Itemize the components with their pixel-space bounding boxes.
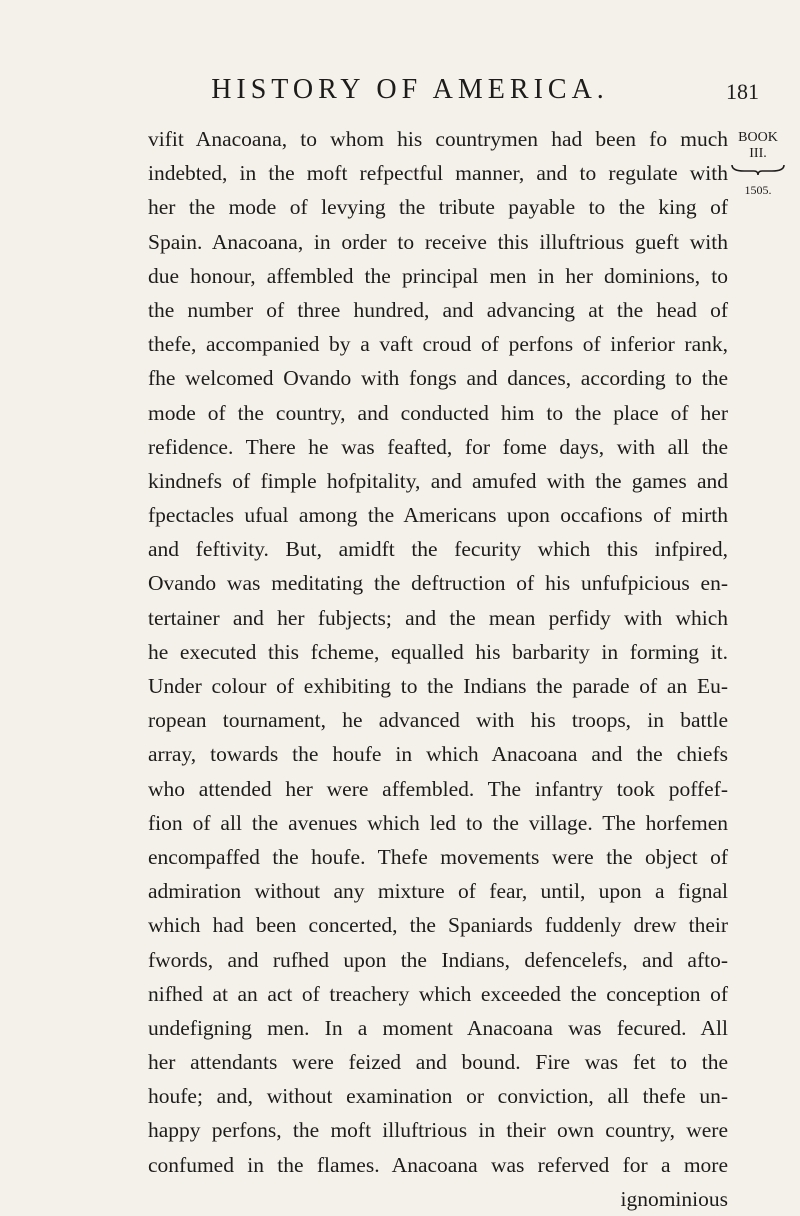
text-line: happy perfons, the moft illuftrious in their own country, were xyxy=(148,1118,728,1143)
text-line: kindnefs of fimple hofpitality, and amufed with the games and xyxy=(148,468,728,493)
text-line: tertainer and her fubjects; and the mean perfidy with which xyxy=(148,605,728,630)
running-title: HISTORY OF AMERICA. xyxy=(211,74,609,105)
text-line: her attendants were feized and bound. Fire was fet to the xyxy=(148,1050,728,1075)
text-line: thefe, accompanied by a vaft croud of perfons of inferior rank, xyxy=(148,332,728,357)
margin-year: 1505. xyxy=(744,183,772,197)
text-line: nifhed at an act of treachery which exceeded the conception of xyxy=(148,981,728,1006)
text-line: and feftivity. But, amidft the fecurity which this infpired, xyxy=(148,537,728,562)
text-line: undefigning men. In a moment Anacoana was fecured. All xyxy=(148,1015,728,1040)
text-line: admiration without any mixture of fear, until, upon a fignal xyxy=(148,879,728,904)
text-line: fhe welcomed Ovando with fongs and dances, according to the xyxy=(148,366,728,391)
catchword: ignominious xyxy=(620,1186,728,1211)
text-line: mode of the country, and conducted him to the place of her xyxy=(148,400,728,425)
text-line: which had been concerted, the Spaniards fuddenly drew their xyxy=(148,913,728,938)
text-line: he executed this fcheme, equalled his barbarity in forming it. xyxy=(148,639,728,664)
page-number: 181 xyxy=(726,79,759,104)
running-head xyxy=(0,70,800,110)
margin-book-label: BOOK xyxy=(738,130,778,145)
text-line: encompaffed the houfe. Thefe movements were the object of xyxy=(148,844,728,869)
text-line: Spain. Anacoana, in order to receive this illuftrious gueft with xyxy=(148,229,728,254)
text-line: her the mode of levying the tribute payable to the king of xyxy=(148,195,728,220)
text-line: the number of three hundred, and advancing at the head of xyxy=(148,297,728,322)
text-line: Ovando was meditating the deftruction of his unfufpicious en- xyxy=(148,571,728,596)
text-line: indebted, in the moft refpectful manner, and to regulate with xyxy=(148,161,728,186)
body-text xyxy=(148,122,728,1216)
text-line: Under colour of exhibiting to the Indians the parade of an Eu- xyxy=(148,674,728,698)
text-line: fion of all the avenues which led to the village. The horfemen xyxy=(148,810,728,835)
brace-icon xyxy=(728,164,788,178)
text-line: houfe; and, without examination or conviction, all thefe un- xyxy=(148,1084,728,1109)
margin-volume-label: III. xyxy=(749,146,767,161)
text-line: ropean tournament, he advanced with his troops, in battle xyxy=(148,708,728,733)
text-line: due honour, affembled the principal men in her dominions, to xyxy=(148,263,728,288)
text-line: array, towards the houfe in which Anacoana and the chiefs xyxy=(148,742,728,767)
text-line: confumed in the flames. Anacoana was referved for a more xyxy=(148,1152,728,1177)
margin-note xyxy=(728,130,788,198)
text-line: fwords, and rufhed upon the Indians, defencelefs, and afto- xyxy=(148,947,728,972)
text-line: vifit Anacoana, to whom his countrymen had been fo much xyxy=(148,127,728,151)
text-line: who attended her were affembled. The infantry took poffef- xyxy=(148,776,728,801)
text-line: fpectacles ufual among the Americans upon occafions of mirth xyxy=(148,503,728,528)
text-line: refidence. There he was feafted, for fome days, with all the xyxy=(148,434,728,459)
